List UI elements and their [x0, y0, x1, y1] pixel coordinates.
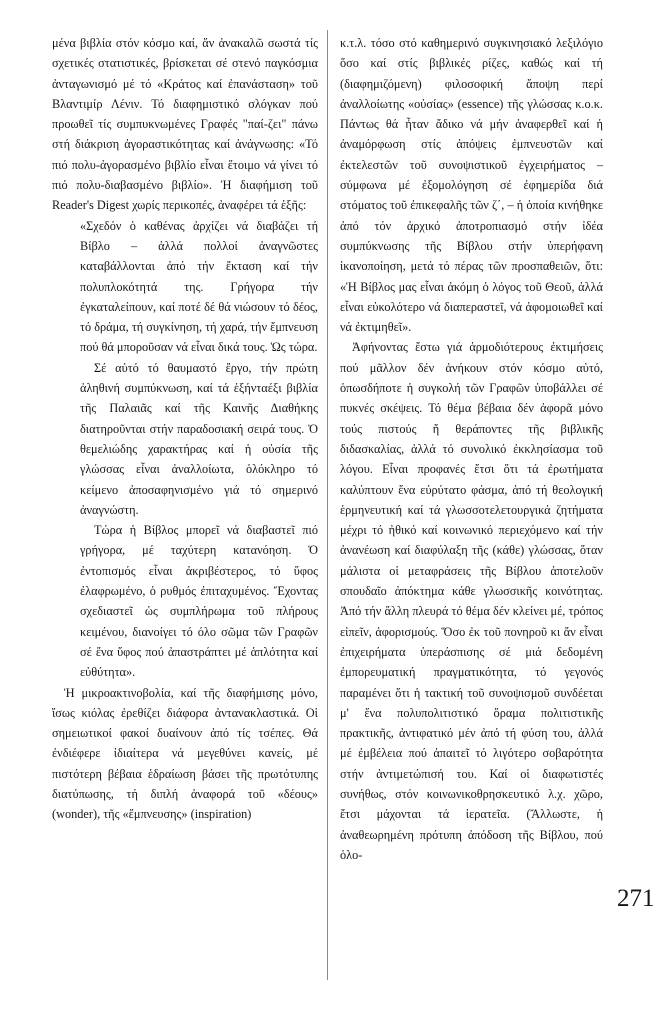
right-text-column — [340, 33, 603, 865]
paragraph: Ἀφήνοντας ἔστω γιά ἁρμοδιότερους ἐκτιμήσεις πού μᾶλλον δέν ἀνήκουν στόν κόσμο αὐτό, ὁπωσδήποτε ἡ συγκολή τῶν Γραφῶν ὑποβάλλει σέ πυκνές σκέψεις. Τό θέμα βέβαια δέν ἀφορᾶ μόνο τούς πιστούς ἤ θεράποντες τῆς βιβλικῆς διδασκαλίας, ἀλλά τό συνολικό ἐκκλησίασμα τοῦ λόγου. Εἶναι προφανές ἔτσι ὅτι τά ἐρωτήματα καλύπτουν ἕνα εὐρύτατο φάσμα, ἀπό τή θεολογική ἑρμηνευτική καί τά γλωσσοτελετουργικά ζητήματα μέχρι τό ἠθικό καί κοινωνικό περιεχόμενο καί τήν ἀνανέωση καί διαφύλαξη τῆς (κάθε) γλώσσας, ὅταν μάλιστα οἱ μεταφράσεις τῆς Βίβλου ἀποτελοῦν σπουδαῖο ἀπόκτημα κάθε γλωσσικῆς κοινότητας. Ἀπό τήν ἄλλη πλευρά τό θέμα δέν κλείνει μέ, τρόπος εἰπεῖν, ἀφορισμούς. Ὅσο ἐκ τοῦ πονηροῦ κι ἄν εἶναι ἐπιχειρήματα ὑπεράσπισης σέ μιά δεδομένη ἐμπορευματική πραγματικότητα, τό γεγονός παραμένει ὅτι ἡ τακτική τοῦ συνοψισμοῦ συνδέεται μ' ἕνα πολυπολιτιστικό ὅραμα πολιτιστικῆς πρακτικῆς, ἀντιφατικό μέν ἀπό τή φύση του, ἀλλά μέ ἐμβέλεια πού ἀπαιτεῖ τό λιγότερο σοβαρότητα στήν ἀντιμετώπισή του. Καί οἱ διαφωτιστές συνήθως, στόν κοινωνικοθρησκευτικό λ.χ. χῶρο, ἔτσι μάχονται τά ἱερατεῖα. (Ἄλλωστε, ἡ ἀναθεωρημένη πρότυπη ἀπόδοση τῆς Βίβλου, πού ὁλο- — [340, 340, 603, 862]
block-quote-paragraph: «Σχεδόν ὁ καθένας ἀρχίζει νά διαβάζει τή Βίβλο – ἀλλά πολλοί ἀναγνῶστες καταβάλλονται ἀπό τήν ἔκταση καί τήν πολυπλοκότητά της. Γρήγορα τήν ἐγκαταλείπουν, καί ποτέ δέ θά νιώσουν τό δέος, τό δράμα, τή συγκίνηση, τή χαρά, τήν ἔμπνευση πού θά μποροῦσαν νά εἶναι δικά τους. Ὡς τώρα. — [80, 218, 318, 355]
block-quote-paragraph: Τώρα ἡ Βίβλος μπορεῖ νά διαβαστεῖ πιό γρήγορα, μέ ταχύτερη κατανόηση. Ὁ ἐντοπισμός εἶναι ἀκριβέστερος, τό ὕφος ἐλαφρωμένο, ὁ ρυθμός ἐπιταχυμένος. Ἔχοντας σχεδιαστεῖ ὡς συμπλήρωμα τοῦ πλήρους κειμένου, διανοίγει τό όλο σῶμα τῶν Γραφῶν σέ ἕνα ὕφος πού ἀπαστράπτει μέ ἁπλότητα καί εὐθύτητα». — [80, 523, 318, 680]
block-quote-paragraph: Σέ αὐτό τό θαυμαστό ἔργο, τήν πρώτη ἀληθινή συμπύκνωση, καί τά ἑξήνταέξι βιβλία τῆς Παλαιᾶς καί τῆς Καινῆς Διαθήκης διατηροῦνται στήν παραδοσιακή σειρά τους. Ὁ θεμελιώδης χαρακτήρας καί ἡ οὐσία τῆς γλώσσας εἶναι ἀναλλοίωτα, ὁλόκληρο τό κείμενο ἀποσαφηνισμένο γιά τό σημερινό ἀναγνώστη. — [80, 360, 318, 517]
left-text-column — [52, 33, 318, 825]
paragraph: Ἡ μικροακτινοβολία, καί τῆς διαφήμισης μόνο, ἴσως κιόλας ἐρεθίζει διάφορα ἀντανακλαστικά. Οἱ σημειωτικοί φακοί δυαίνουν ἀπό τίς τσέπες. Θά ἐνδιέφερε ἰδιαίτερα νά μεγεθύνει κανείς, μέ πιστότερη βέβαια ἑδραίωση βάσει τῆς πρωτότυπης διατύπωσης, τή διπλή ἀναφορά τοῦ «δέους» (wonder), τῆς «ἔμπνευσης» (inspiration) — [52, 685, 318, 822]
page-number: 271 — [617, 885, 655, 912]
paragraph: μένα βιβλία στόν κόσμο καί, ἄν ἀνακαλῶ σωστά τίς σχετικές στατιστικές, βρίσκεται σέ στενό παγκόσμια ἀνταγωνισμό μέ τό «Κράτος καί ἐπανάσταση» τοῦ Βλαντιμίρ Λένιν. Τό διαφημιστικό σλόγκαν πού προωθεῖ τίς συμπυκνωμένες Γραφές "παί-ζει" πάνω στή διάκριση ἀγοραστικότητας καί ἀνάγνωσης: «Τό πιό πολυ-ἀγορασμένο βιβλίο εἶναι ἕτοιμο νά γίνει τό πιό πολυ-διαβασμένο βιβλίο». Ἡ διαφήμιση τοῦ Reader's Digest χωρίς περικοπές, ἀναφέρει τά ἑξῆς: — [52, 36, 318, 213]
paragraph: κ.τ.λ. τόσο στό καθημερινό συγκινησιακό λεξιλόγιο ὅσο καί στίς βιβλικές ρίζες, καθώς καί τή (διαφημιζόμενη) φιλοσοφική ἄποψη περί ἀναλλοίωτης «οὐσίας» (essence) τῆς γλώσσας κ.ο.κ. Πάντως θά ἦταν ἄδικο νά μήν ἀναφερθεῖ καί ἡ ἀναμόρφωση στίς ἀπόψεις ἐμπνευστῶν καί ἐκτελεστῶν τοῦ συνοψιστικοῦ ἐγχειρήματος – σύμφωνα μέ ἐξομολόγηση σέ ἐφημερίδα διά στόματος τοῦ ἐπικεφαλῆς τῶν ζ΄, – ἡ ὁποία κινήθηκε ἀπό τόν ἀρχικό ἀποτροπιασμό στήν ἰδέα συμπύκνωσης τῆς Βίβλου στήν ὑπερήφανη ἱκανοποίηση, μετά τό πέρας τῶν προσπαθειῶν, ὅτι: «Ἡ Βίβλος μας εἶναι ἀκόμη ὁ λόγος τοῦ Θεοῦ, ἀλλά εἶναι εὐκολότερο νά διαπεραστεῖ, νά ἀφομοιωθεῖ καί νά ἐκτιμηθεῖ». — [340, 36, 603, 335]
column-divider — [327, 30, 328, 980]
